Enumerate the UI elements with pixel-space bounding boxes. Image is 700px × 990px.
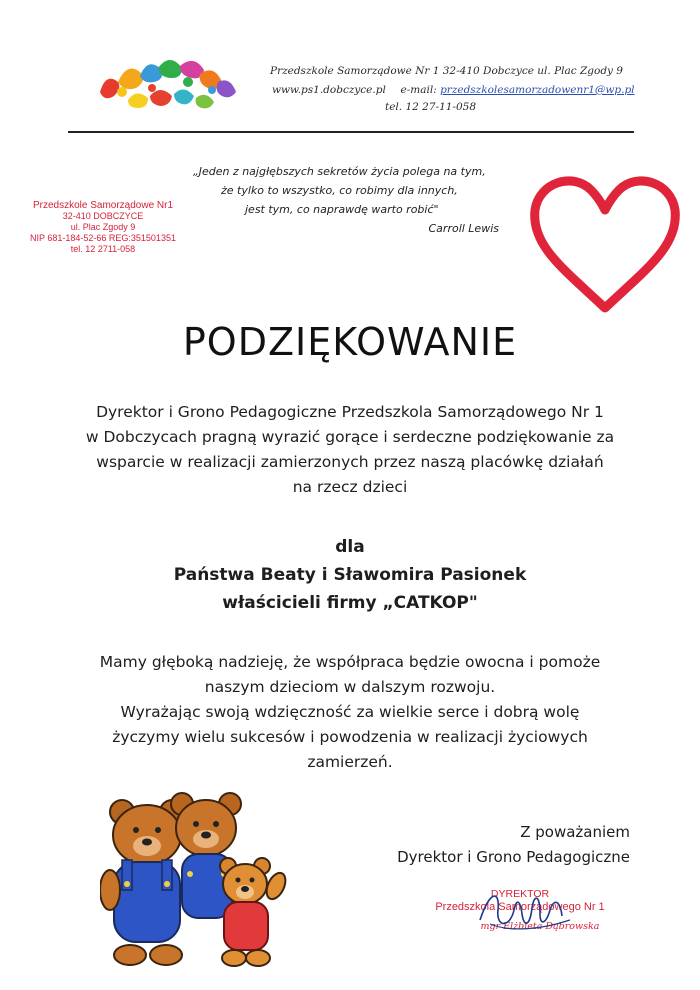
- stamp-line-4: NIP 681-184-52-66 REG:351501351: [30, 233, 176, 243]
- closing-line-4: życzymy wielu sukcesów i powodzenia w realizacji życiowych: [112, 728, 588, 746]
- header-website[interactable]: www.ps1.dobczyce.pl: [272, 84, 386, 96]
- quote-author: Carroll Lewis: [428, 222, 499, 235]
- heart-icon: [525, 160, 685, 320]
- stamp-line-3: ul. Plac Zgody 9: [70, 222, 136, 232]
- signature-signer: Dyrektor i Grono Pedagogiczne: [397, 848, 630, 866]
- recipient-for: dla: [335, 537, 365, 557]
- director-stamp-name: mgr Elżbieta Dąbrowska: [480, 921, 600, 932]
- intro-paragraph: [40, 400, 660, 500]
- closing-line-2: naszym dzieciom w dalszym rozwoju.: [204, 678, 496, 696]
- stamp-line-2: 32-410 DOBCZYCE: [62, 211, 144, 221]
- recipient-block: [40, 533, 660, 617]
- signature-block: [300, 820, 630, 870]
- stamp-line-5: tel. 12 2711-058: [70, 244, 136, 254]
- intro-line-1: Dyrektor i Grono Pedagogiczne Przedszkola Samorządowego Nr 1: [96, 403, 604, 421]
- header-divider: [68, 131, 634, 133]
- header-email-link[interactable]: przedszkolesamorzadowenr1@wp.pl: [440, 84, 635, 96]
- recipient-company: właścicieli firmy „CATKOP": [222, 593, 478, 613]
- header-contact-line: [272, 84, 635, 96]
- quote-line-1: „Jeden z najgłębszych sekretów życia polega na tym,: [193, 165, 486, 178]
- teddy-bears-illustration: [100, 790, 300, 980]
- handwritten-signature: [470, 880, 580, 940]
- intro-line-3: wsparcie w realizacji zamierzonych przez naszą placówkę działań: [96, 453, 604, 471]
- signature-regards: Z poważaniem: [520, 823, 630, 841]
- intro-line-2: w Dobczycach pragną wyrazić gorące i serdeczne podziękowanie za: [85, 428, 615, 446]
- institution-stamp: [18, 200, 188, 255]
- quote-line-3: jest tym, co naprawdę warto robić": [245, 203, 439, 216]
- director-stamp-title: DYREKTOR: [490, 888, 550, 900]
- closing-paragraph: [40, 650, 660, 775]
- stamp-line-1: Przedszkole Samorządowe Nr1: [32, 200, 174, 211]
- hands-logo-image: [92, 52, 252, 122]
- director-stamp-org: Przedszkola Samorządowego Nr 1: [435, 901, 605, 913]
- quote-line-2: że tylko to wszystko, co robimy dla innych,: [221, 184, 458, 197]
- quote-block: [193, 162, 523, 238]
- header-phone: tel. 12 27-11-058: [385, 101, 477, 113]
- closing-line-1: Mamy głęboką nadzieję, że współpraca będzie owocna i pomoże: [99, 653, 601, 671]
- header-address: Przedszkole Samorządowe Nr 1 32-410 Dobczyce ul. Plac Zgody 9: [270, 65, 623, 77]
- closing-line-5: zamierzeń.: [307, 753, 393, 771]
- recipient-names: Państwa Beaty i Sławomira Pasionek: [173, 565, 527, 585]
- intro-line-4: na rzecz dzieci: [292, 478, 408, 496]
- header-email-label: e-mail:: [400, 84, 437, 96]
- closing-line-3: Wyrażając swoją wdzięczność za wielkie serce i dobrą wolę: [120, 703, 580, 721]
- page-title: PODZIĘKOWANIE: [182, 320, 518, 364]
